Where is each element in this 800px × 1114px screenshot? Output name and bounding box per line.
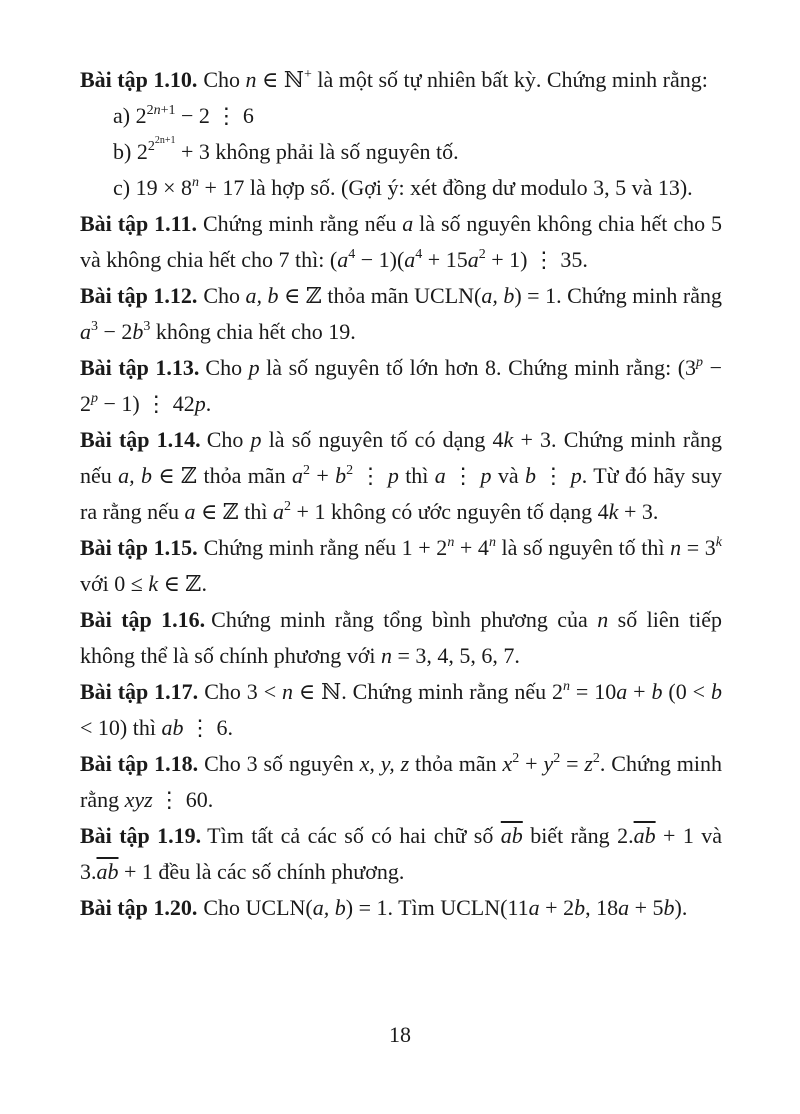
math-run: 4 [415,247,423,262]
text-run: ⋮ 60. [152,787,214,812]
math-run: 2 [146,103,154,118]
text-run: + 5 [629,895,664,920]
text-run: + 1) ⋮ 35. [485,247,588,272]
exercise-label: Bài tập 1.16. [80,607,206,632]
math-run: 3 [91,319,98,334]
exercise [80,206,722,278]
text-run: Chứng minh rằng tổng bình phương của [211,607,598,632]
text-run: Chứng minh rằng nếu [202,211,403,236]
math-run: a, b [118,463,153,488]
math-run: k [503,427,514,452]
text-run: Cho 3 số nguyên [204,751,360,776]
exercise [80,62,722,98]
math-run: 2 [592,751,600,766]
math-run: b [663,895,675,920]
text-run: (0 < [662,679,711,704]
text-run: Cho [203,283,246,308]
text-run: ∈ ℤ thỏa mãn UCLN( [278,283,482,308]
exercise-label: Bài tập 1.10. [80,67,198,92]
text-run: ⋮ 6. [183,715,233,740]
math-run: p [250,427,262,452]
math-run: p [696,355,704,370]
exercise [80,350,722,422]
math-run: $\overline{ab}$ [633,823,656,848]
text-run: + 3. Chứng minh rằng nếu [80,427,722,488]
text-run: + [627,679,652,704]
text-run: ⋮ [353,463,388,488]
text-run: là số nguyên không chia hết cho 5 và không chia hết cho 7 thì: ( [80,211,722,272]
math-run: a [404,247,416,272]
exercise-label: Bài tập 1.18. [80,751,199,776]
text-run: = 10 [570,679,617,704]
exercise-subitem [80,98,722,134]
text-run: = 3 [681,535,716,560]
math-run: n [282,679,294,704]
math-run: 3 [143,319,151,334]
text-run: ⋮ [536,463,571,488]
math-run: ab [161,715,184,740]
math-run: n [488,535,496,550]
math-run: $\overline{ab}$ [500,823,523,848]
math-run: x, y, z [359,751,410,776]
text-run: + 1 đều là các số chính phương. [118,859,405,884]
subitem-label: c) [113,175,131,200]
exercise [80,890,722,926]
math-run: b [132,319,144,344]
subitem-label: a) [113,103,131,128]
text-run: Cho [205,355,249,380]
text-run: , 18 [585,895,619,920]
text-run: số liên tiếp không thể là số chính phương với [80,607,722,668]
text-run: là một số tự nhiên bất kỳ. Chứng minh rằng: [311,67,708,92]
text-run: + 1 và 3. [80,823,722,884]
math-run: n [153,103,161,118]
math-run: n [563,679,570,694]
math-run: + [303,67,312,82]
math-run: 2 [284,499,292,514]
math-run: a [184,499,196,524]
math-run: a [402,211,414,236]
text-run: . [205,391,212,416]
math-run: n [381,643,392,668]
text-run: biết rằng 2. [522,823,634,848]
math-run: $\overline{ab}$ [96,859,119,884]
math-run: b [335,463,347,488]
text-run: là số nguyên tố thì [495,535,671,560]
math-run: p [480,463,492,488]
exercise [80,602,722,674]
text-run: ∈ ℤ. [158,571,207,596]
text-run: 19 × 8 [135,175,193,200]
exercise-subitem [80,134,722,170]
text-run: Tìm tất cả các số có hai chữ số [207,823,501,848]
text-run: là số nguyên tố có dạng 4 [261,427,504,452]
math-run: 2 [478,247,486,262]
math-run: b [651,679,663,704]
math-run: 2 [553,751,561,766]
math-run: x [502,751,513,776]
exercise [80,422,722,530]
math-run: a, b [245,283,279,308]
text-run: + [519,751,544,776]
math-run: a [467,247,479,272]
text-run: + 3. [618,499,659,524]
text-run: + 4 [454,535,489,560]
text-run: Cho UCLN( [203,895,313,920]
math-run: 4 [348,247,356,262]
text-run: 2 [135,103,147,128]
text-run: ∈ ℤ thì [195,499,274,524]
text-run: + 15 [422,247,468,272]
math-run: a [618,895,630,920]
text-run: + 2 [539,895,575,920]
math-run: xyz [124,787,153,812]
text-run: ∈ ℕ. Chứng minh rằng nếu 2 [293,679,563,704]
text-run: < 10) thì [80,715,162,740]
text-run: thì [398,463,435,488]
math-run: a [434,463,446,488]
text-run: Cho [203,67,246,92]
math-run: a [291,463,303,488]
math-run: a [337,247,349,272]
math-run: 2 [147,139,155,154]
math-run: p [248,355,260,380]
exercise-list [80,62,722,926]
math-run: +1 [160,103,176,118]
exercise [80,746,722,818]
text-run: ) = 1. Tìm UCLN(11 [345,895,529,920]
exercise [80,818,722,890]
math-run: 2 [302,463,310,478]
exercise-label: Bài tập 1.15. [80,535,198,560]
text-run: Chứng minh rằng nếu 1 + 2 [203,535,448,560]
text-run: ) = 1. Chứng minh rằng [514,283,723,308]
text-run: − 1) ⋮ 42 [98,391,195,416]
math-run: n [597,607,609,632]
exercise [80,530,722,602]
exercise [80,278,722,350]
math-run: a [273,499,285,524]
math-run: a, b [481,283,515,308]
math-run: a, b [312,895,346,920]
text-run: − 1)( [355,247,405,272]
text-run: ∈ ℤ thỏa mãn [152,463,292,488]
math-run: p [387,463,399,488]
subitem-label: b) [113,139,132,164]
text-run: + 3 không phải là số nguyên tố. [175,139,459,164]
math-run: 2 [512,751,520,766]
math-run: n [447,535,455,550]
math-run: p [194,391,206,416]
text-run: với 0 ≤ [80,571,149,596]
math-run: b [574,895,586,920]
page-number: 18 [389,1022,411,1047]
text-run: . Chứng minh rằng [80,751,722,812]
text-run: = 3, 4, 5, 6, 7. [392,643,520,668]
text-run: − 2 [98,319,133,344]
math-run: 2 [346,463,354,478]
text-run: + [309,463,336,488]
text-run: = [560,751,585,776]
math-run: k [148,571,159,596]
math-run: k [608,499,619,524]
exercise-label: Bài tập 1.12. [80,283,198,308]
text-run: 2 [136,139,148,164]
math-run: n [192,175,200,190]
exercise-label: Bài tập 1.19. [80,823,202,848]
text-run: thỏa mãn [409,751,503,776]
text-run: . Từ đó hãy suy ra rằng nếu [80,463,723,524]
math-run: p [570,463,582,488]
math-run: k [715,535,722,550]
text-run: − 2 ⋮ 6 [175,103,254,128]
exercise-subitem [80,170,722,206]
math-run: n [670,535,682,560]
text-run: + 1 không có ước nguyên tố dạng 4 [291,499,609,524]
math-run: y [543,751,554,776]
math-run: b [710,679,722,704]
text-run: và [491,463,526,488]
exercise-label: Bài tập 1.11. [80,211,197,236]
text-run: ). [674,895,688,920]
exercise-label: Bài tập 1.14. [80,427,201,452]
text-run: + 17 là hợp số. (Gợi ý: xét đồng dư modulo 3, 5 và 13). [199,175,693,200]
math-run: n [245,67,257,92]
text-run: ∈ ℕ [256,67,304,92]
text-run: Cho [206,427,251,452]
math-run: b [525,463,537,488]
math-run: a [80,319,91,344]
math-run: p [91,391,98,406]
math-run: 2n+1 [154,135,176,146]
text-run: − 2 [80,355,722,416]
exercise [80,674,722,746]
text-run: ⋮ [445,463,481,488]
text-run: không chia hết cho 19. [150,319,356,344]
exercise-label: Bài tập 1.13. [80,355,200,380]
exercise-label: Bài tập 1.17. [80,679,199,704]
exercise-label: Bài tập 1.20. [80,895,198,920]
math-run: z [584,751,593,776]
text-run: là số nguyên tố lớn hơn 8. Chứng minh rằng: (3 [259,355,697,380]
math-run: a [616,679,628,704]
text-run: Cho 3 < [204,679,283,704]
math-run: a [528,895,540,920]
